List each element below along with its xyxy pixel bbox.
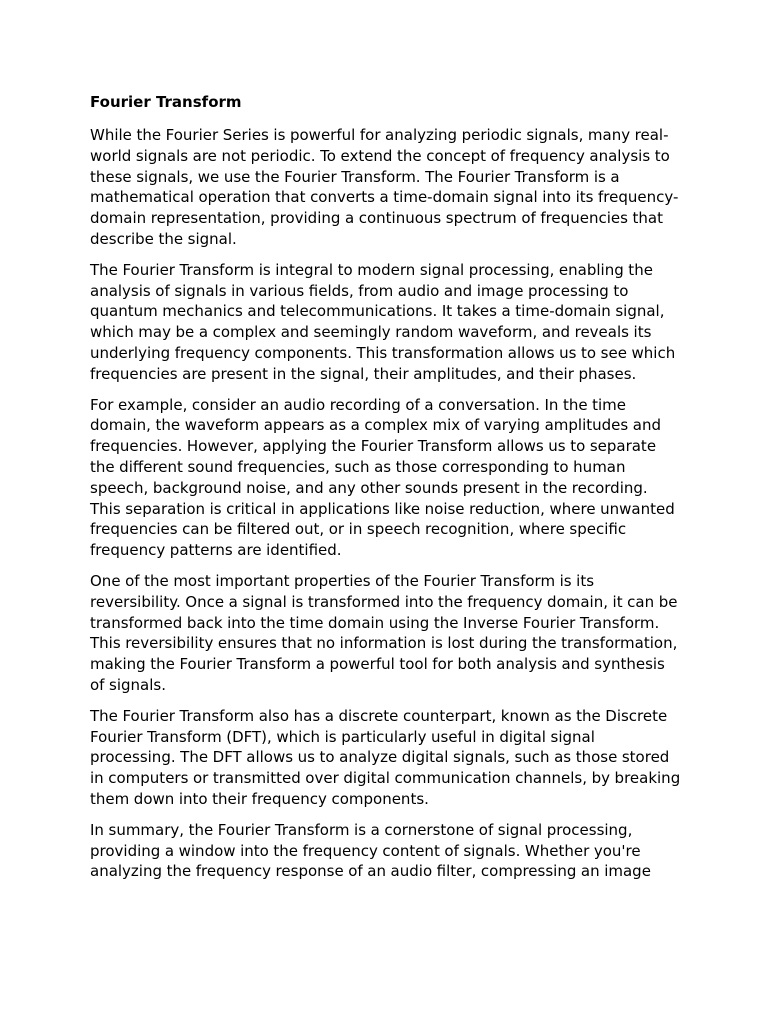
paragraph-6: In summary, the Fourier Transform is a cornerstone of signal processing, providing a window into the frequency content of signals. Whether you're analyzing the frequency response of an audio filter, compressing an image xyxy=(90,820,651,881)
paragraph-1: While the Fourier Series is powerful for analyzing periodic signals, many real-world signals are not periodic. To extend the concept of frequency analysis to these signals, we use the Fourier Transform. The Fourier Transform is a mathematical operation that converts a time-domain signal into its frequency-domain representation, providing a continuous spectrum of frequencies that describe the signal. xyxy=(90,126,679,248)
paragraph-5: The Fourier Transform also has a discrete counterpart, known as the Discrete Fourier Transform (DFT), which is particularly useful in digital signal processing. The DFT allows us to analyze digital signals, such as those stored in computers or transmitted over digital communication channels, by breaking them down into their frequency components. xyxy=(90,706,681,808)
paragraph-2: The Fourier Transform is integral to modern signal processing, enabling the analysis of signals in various fields, from audio and image processing to quantum mechanics and telecommunications. It takes a time-domain signal, which may be a complex and seemingly random waveform, and reveals its underlying frequency components. This transformation allows us to see which frequencies are present in the signal, their amplitudes, and their phases. xyxy=(90,260,676,383)
document-page xyxy=(90,92,682,882)
paragraph-3: For example, consider an audio recording of a conversation. In the time domain, the waveform appears as a complex mix of varying amplitudes and frequencies. However, applying the Fourier Transform allows us to separate the different sound frequencies, such as those corresponding to human speech, background noise, and any other sounds present in the recording. This separation is critical in applications like noise reduction, where unwanted frequencies can be filtered out, or in speech recognition, where specific frequency patterns are identified. xyxy=(90,395,675,560)
paragraph-4: One of the most important properties of the Fourier Transform is its reversibility. Once a signal is transformed into the frequency domain, it can be transformed back into the time domain using the Inverse Fourier Transform. This reversibility ensures that no information is lost during the transformation, making the Fourier Transform a powerful tool for both analysis and synthesis of signals. xyxy=(90,571,678,694)
document-title: Fourier Transform xyxy=(90,93,242,111)
